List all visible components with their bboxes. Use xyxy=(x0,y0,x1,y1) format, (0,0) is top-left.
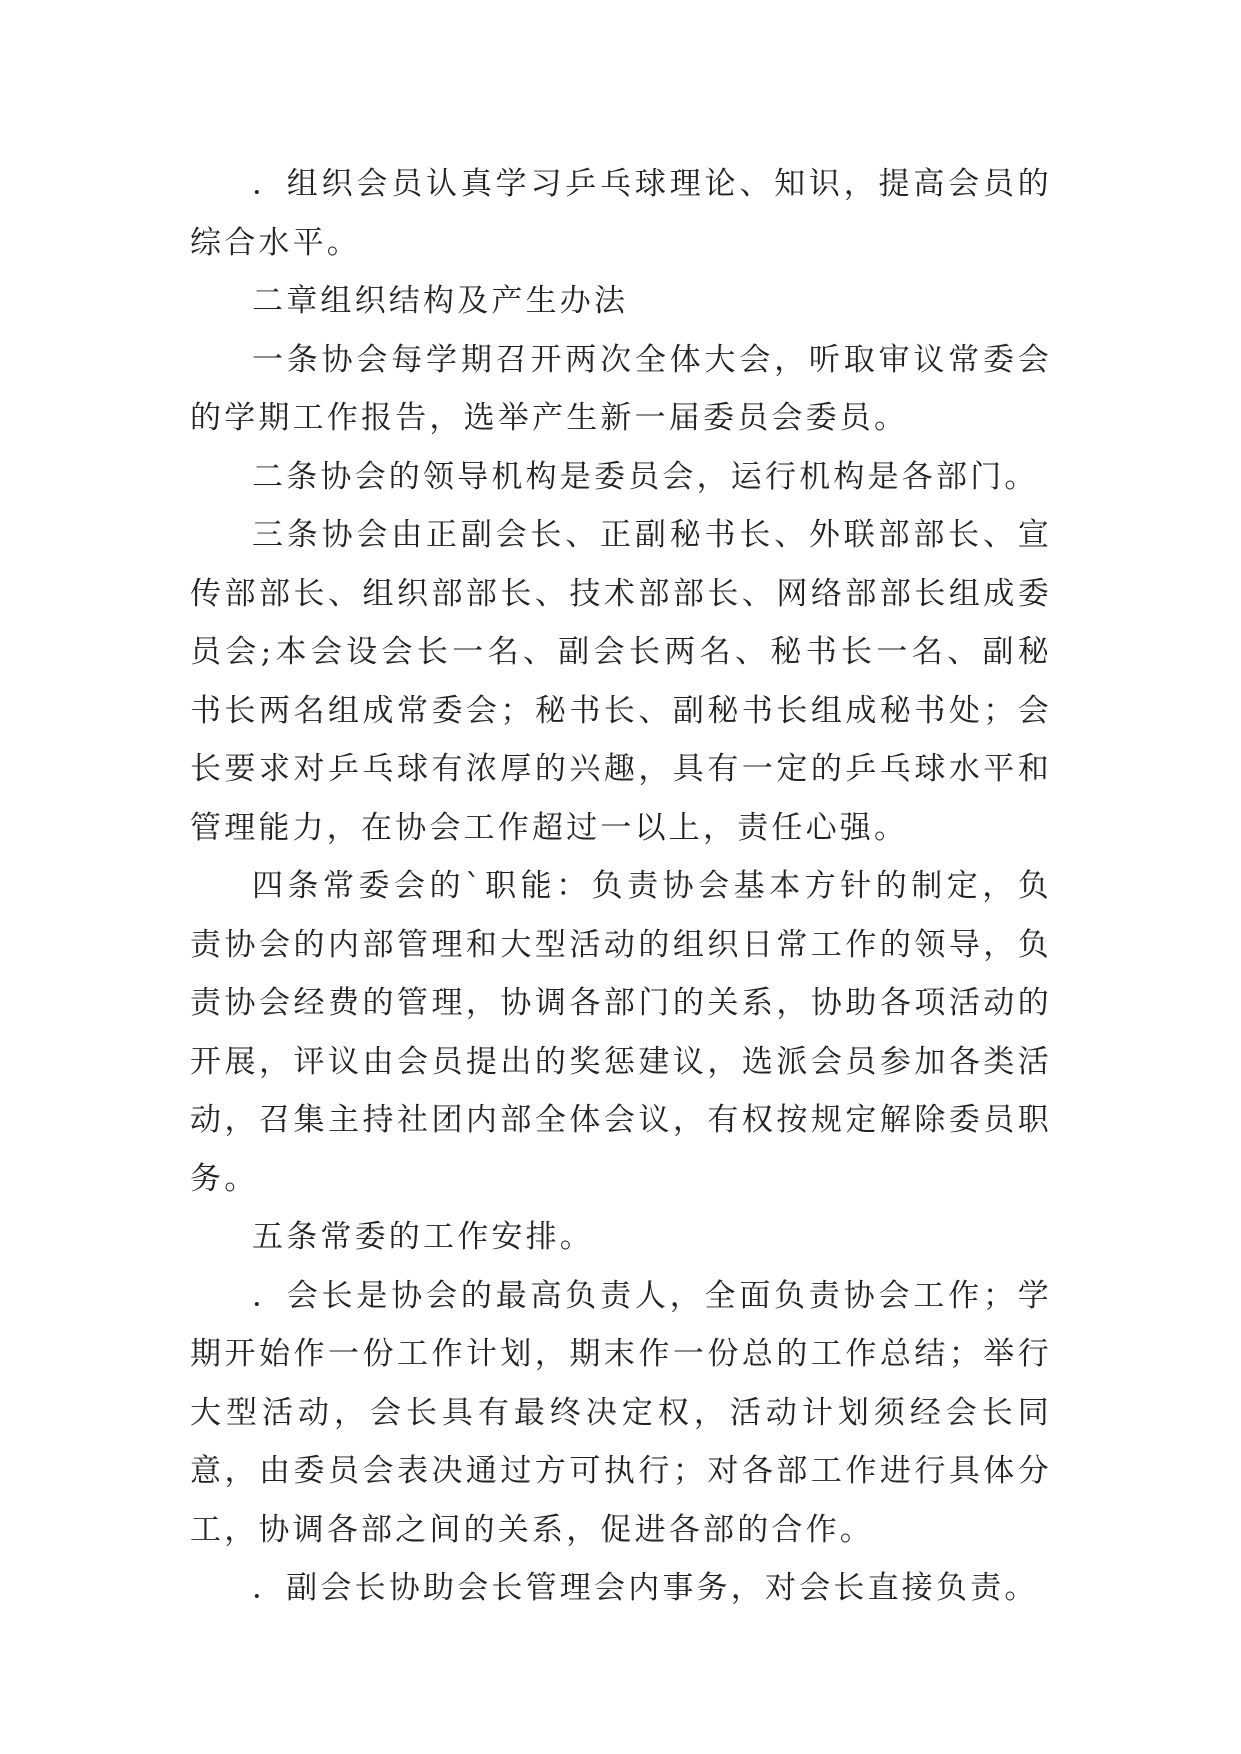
chapter-heading: 二章组织结构及产生办法 xyxy=(252,283,629,319)
document-body xyxy=(190,155,1052,1618)
paragraph-president-duties: ．会长是协会的最高负责人，全面负责协会工作；学期开始作一份工作计划，期末作一份总的工作总结；举行大型活动，会长具有最终决定权，活动计划须经会长同意，由委员会表决通过方可执行；对各部工作进行具体分工，协调各部之间的关系，促进各部的合作。 xyxy=(190,1277,1052,1548)
paragraph-article-3: 三条协会由正副会长、正副秘书长、外联部部长、宣传部部长、组织部部长、技术部部长、网络部部长组成委员会;本会设会长一名、副会长两名、秘书长一名、副秘书长两名组成常委会；秘书长、副秘书长组成秘书处；会长要求对乒乓球有浓厚的兴趣，具有一定的乒乓球水平和管理能力，在协会工作超过一以上，责任心强。 xyxy=(190,517,1052,846)
paragraph-article-2: 二条协会的领导机构是委员会，运行机构是各部门。 xyxy=(252,458,1039,495)
paragraph-study-goal: ．组织会员认真学习乒乓球理论、知识，提高会员的综合水平。 xyxy=(190,166,1052,261)
paragraph-article-5: 五条常委的工作安排。 xyxy=(252,1219,594,1255)
paragraph-vice-president-duties: ．副会长协助会长管理会内事务，对会长直接负责。 xyxy=(252,1570,1039,1606)
paragraph-article-4: 四条常委会的`职能：负责协会基本方针的制定，负责协会的内部管理和大型活动的组织日常工作的领导，负责协会经费的管理，协调各部门的关系，协助各项活动的开展，评议由会员提出的奖惩建议，选派会员参加各类活动，召集主持社团内部全体会议，有权按规定解除委员职务。 xyxy=(190,868,1052,1197)
paragraph-article-1: 一条协会每学期召开两次全体大会，听取审议常委会的学期工作报告，选举产生新一届委员会委员。 xyxy=(190,341,1052,436)
